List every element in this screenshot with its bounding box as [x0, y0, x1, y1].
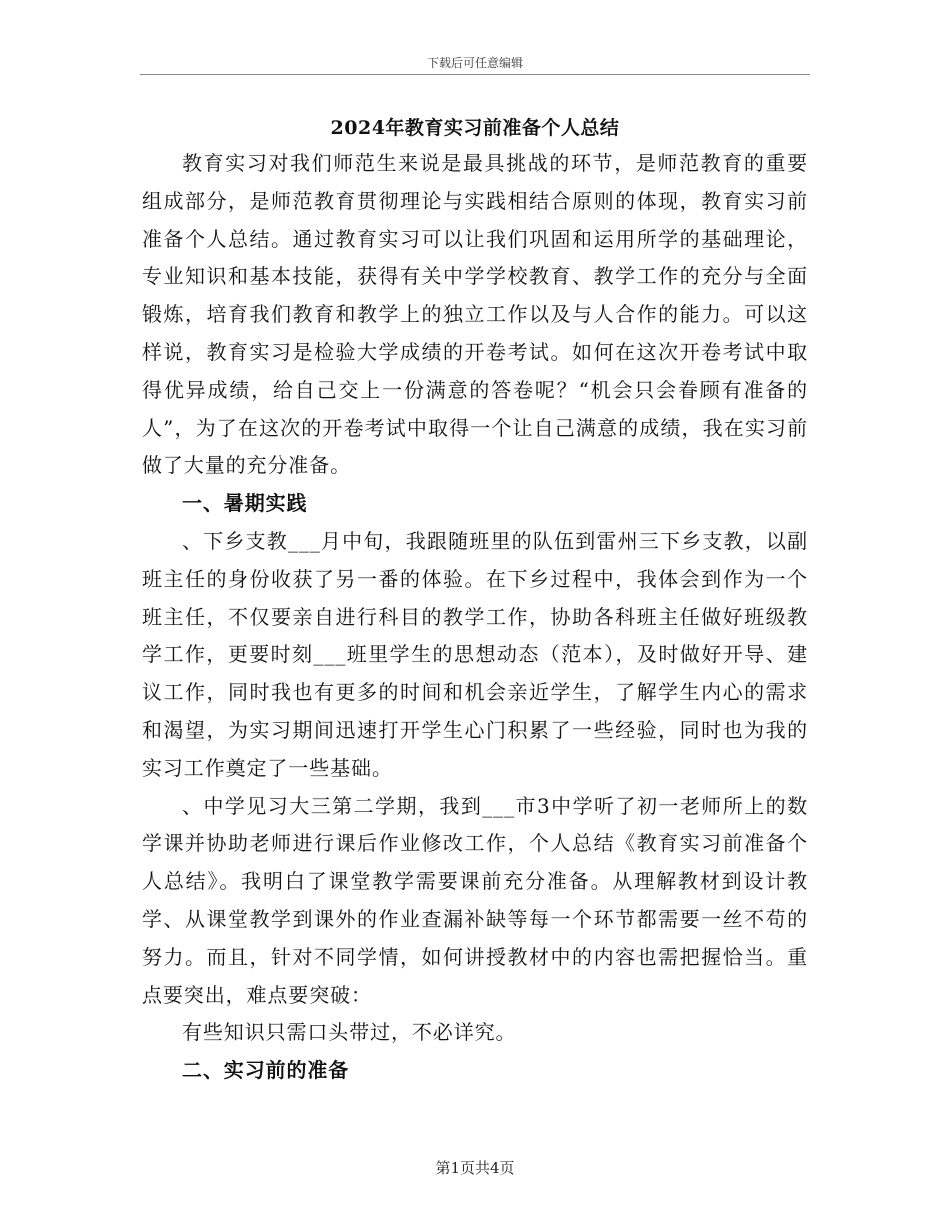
section-heading-preparation: 二、实习前的准备 [182, 1058, 350, 1083]
paragraph-school-observation: 、中学见习大三第二学期，我到___市3中学听了初一老师所上的数学课并协助老师进行课后作业修改工作，个人总结《教育实习前准备个人总结》。我明白了课堂教学需要课前充分准备。从理解教材到设计教学、从课堂教学到课外的作业查漏补缺等每一个环节都需要一丝不苟的努力。而且，针对不同学情，如何讲授教材中的内容也需把握恰当。重点要突出，难点要突破： [142, 793, 808, 1007]
paragraph-intro: 教育实习对我们师范生来说是最具挑战的环节，是师范教育的重要组成部分，是师范教育贯彻理论与实践相结合原则的体现，教育实习前准备个人总结。通过教育实习可以让我们巩固和运用所学的基础理论，专业知识和基本技能，获得有关中学学校教育、教学工作的充分与全面锻炼，培育我们教育和教学上的独立工作以及与人合作的能力。可以这样说，教育实习是检验大学成绩的开卷考试。如何在这次开卷考试中取得优异成绩，给自己交上一份满意的答卷呢？“机会只会眷顾有准备的人”，为了在这次的开卷考试中取得一个让自己满意的成绩，我在实习前做了大量的充分准备。 [142, 151, 808, 478]
paragraph-rural-teaching: 、下乡支教___月中旬，我跟随班里的队伍到雷州三下乡支教，以副班主任的身份收获了另一番的体验。在下乡过程中，我体会到作为一个班主任，不仅要亲自进行科目的教学工作，协助各科班主任做好班级教学工作，更要时刻___班里学生的思想动态（范本），及时做好开导、建议工作，同时我也有更多的时间和机会亲近学生，了解学生内心的需求和渴望，为实习期间迅速打开学生心门积累了一些经验，同时也为我的实习工作奠定了一些基础。 [142, 528, 808, 780]
document-body [142, 145, 808, 1090]
header-divider [140, 74, 810, 75]
document-title: 2024年教育实习前准备个人总结 [330, 117, 620, 139]
section-heading-summer-practice: 一、暑期实践 [182, 491, 308, 516]
paragraph-knowledge-note: 有些知识只需口头带过，不必详究。 [182, 1020, 517, 1045]
page-header: 下载后可任意编辑 [426, 56, 523, 70]
page-number: 第1页共4页 [435, 1159, 515, 1177]
